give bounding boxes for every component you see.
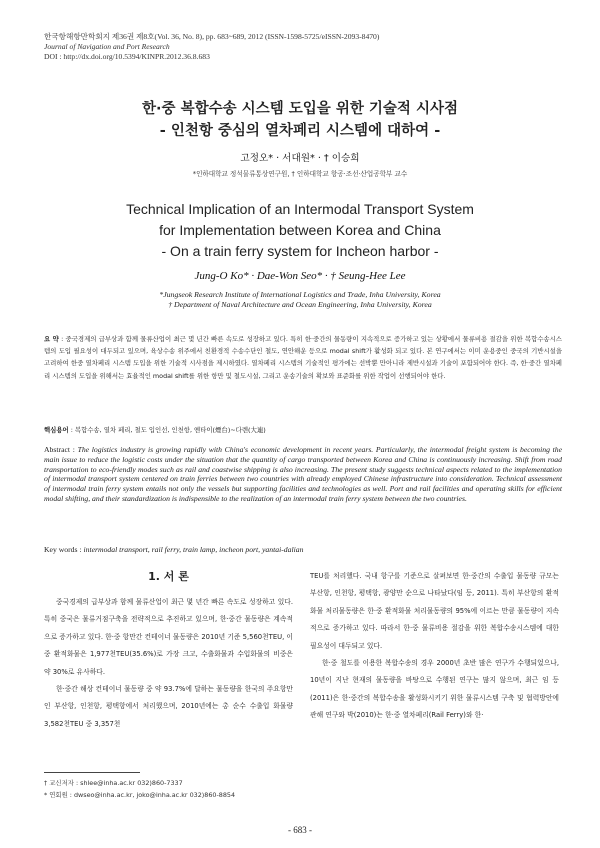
section-heading-introduction: 1. 서 론 [148,570,189,583]
footnote-divider [44,772,140,773]
paragraph: 한·중간 해상 컨테이너 물동량 중 약 93.7%에 달하는 물동량을 한국의 주요항만인 부산항, 인천항, 평택항에서 처리했으며, 2010년에는 총 순수 수출입 화물량 3,582천TEU 중 3,357천 [44,685,293,728]
korean-keywords [44,425,562,434]
korean-keywords-label: 핵심용어 [44,426,69,434]
journal-citation-line: 한국항해항만학회지 제36권 제8호(Vol. 36, No. 8), pp. 683~689, 2012 (ISSN-1598-5725/eISSN-2093-8470) [44,32,380,41]
english-abstract-label: Abstract : [44,445,75,454]
english-abstract [44,445,562,504]
english-title-line-1: Technical Implication of an Intermodal Transport System [126,201,474,217]
body-column-right [310,568,559,725]
korean-subtitle: - 인천항 중심의 열차페리 시스템에 대하여 - [159,123,441,139]
footnotes [44,777,344,801]
english-authors: Jung-O Ko* · Dae-Won Seo* · † Seung-Hee Lee [194,270,406,282]
korean-keywords-text: : 복합수송, 열차 페리, 철도 입인선, 인천항, 옌타이(煙台)~다롄(大連) [70,426,266,434]
english-keywords-text: intermodal transport, rail ferry, train lamp, incheon port, yantai-dalian [83,545,304,554]
doi-link[interactable]: DOI : http://dx.doi.org/10.5394/KINPR.2012.36.8.683 [44,52,210,61]
english-affiliation-2: † Department of Naval Architecture and Ocean Engineering, Inha University, Korea [168,300,432,309]
paragraph: 한·중 철도를 이용한 복합수송의 경우 2000년 초반 많은 연구가 수행되었으나, 10년이 지난 현재의 물동량을 바탕으로 수행된 연구는 많지 않으며, 최근 임 등(2011)은 한·중간의 복합수송을 활성화시키기 위한 물류시스템 구축 및 협력방안에 관해 연구와 박(2010)는 한·중 열차페리(Rail Ferry)와 한· [310,659,559,720]
paragraph: 중국경제의 급부상과 함께 물류산업이 최근 몇 년간 빠른 속도로 성장하고 있다. 특히 중국은 물류거점구축을 전략적으로 추진하고 있으며, 한·중간 물동량은 계속적으로 증가하고 있다. 한·중 항만간 컨테이너 물동량은 2010년 기준 5,560천TEU, 이중 환적화물은 1,977천TEU(35.6%)로 가장 크고, 수출화물과 수입화물의 비중은 약 30%로 유사하다. [44,598,293,676]
footnote-corresponding-author: † 교신저자 : shlee@inha.ac.kr 032)860-7337 [44,779,183,787]
korean-title: 한·중 복합수송 시스템 도입을 위한 기술적 시사점 [142,101,458,117]
korean-affiliation: *인하대학교 정석물류통상연구원, † 인하대학교 항공·조선·산업공학부 교수 [192,170,408,178]
korean-authors: 고정오* · 서대원* · † 이승희 [240,153,360,164]
english-affiliation-1: *Jungseok Research Institute of International Logistics and Trade, Inha University, Korea [159,290,441,299]
paragraph: TEU를 처리했다. 국내 항구를 기준으로 살펴보면 한·중간의 수출입 물동량 규모는 부산항, 인천항, 평택항, 광양만 순으로 나타났다(임 등, 2011). 특히 부산항의 환적화물 처리물동량은 한·중 환적화물 처리물동량의 95%에 이르는 만큼 물동량이 지속적으로 증가하고 있다. 따라서 한·중 물류비용 절감을 위한 복합수송시스템에 대한 필요성이 대두되고 있다. [310,572,559,650]
english-keywords-label: Key words : [44,545,82,554]
korean-abstract-text: : 중국경제의 급부상과 함께 물류산업이 최근 몇 년간 빠른 속도로 성장하고 있다. 특히 한·중간의 물동량이 지속적으로 증가하고 있는 상황에서 물류비용 절감을 위한 복합수송시스템의 도입 필요성이 대두되고 있으며, 육상수송 위주에서 친환경적 수송수단인 철도, 연안해운 등으로 modal shift가 활성화 되고 있다. 본 연구에서는 이미 운용중인 중국의 기반시설을 고려하여 한중 열차페리 시스템 도입을 위한 기술적 시사점을 제시하였다. 열차페리 시스템의 기술적인 평가에는 선박뿐 만아니라 제반시설과 기술이 포함되어야 한다. 즉, 한·중간 열차페리 시스템의 도입을 위해서는 효율적인 modal shift를 위한 항만 및 철도시설, 그리고 운송기술의 확보와 표준화를 위한 작업이 선행되어야 한다. [44,335,562,380]
korean-abstract-label: 요 약 [44,335,59,343]
english-keywords [44,545,562,554]
page-number: - 683 - [288,825,312,835]
footnote-members: * 연회원 : dwseo@inha.ac.kr, joko@inha.ac.kr 032)860-8854 [44,791,236,799]
journal-name: Journal of Navigation and Port Research [44,42,170,51]
korean-abstract [44,333,562,382]
body-column-left [44,570,293,733]
journal-header [44,32,564,62]
english-title-line-2: for Implementation between Korea and China [159,222,441,238]
english-abstract-text: The logistics industry is growing rapidly with China's economic development in recent years. Particularly, the intermodal freight system is becoming the main issue to reduce the logistic costs under the situation that the quantity of cargo transported between Korea and China is continuously increasing. Shift from road transportation to eco-friendly modes such as rail and coastwise shipping is also increasing. The present study suggests technical aspects related to the implementation of intermodal transport system centered on train ferries between two countries with already employed Chinese infrastructure into consideration. Technical assessment of intermodal train ferry system entails not only the vessels but supporting facilities and technologies as well. Port and rail facilities and operating skills for efficient modal shifting, and their standardization is indispensible to the realization of an intermodal train ferry system between the two countries. [44,445,563,503]
english-subtitle: - On a train ferry system for Incheon harbor - [161,243,439,259]
